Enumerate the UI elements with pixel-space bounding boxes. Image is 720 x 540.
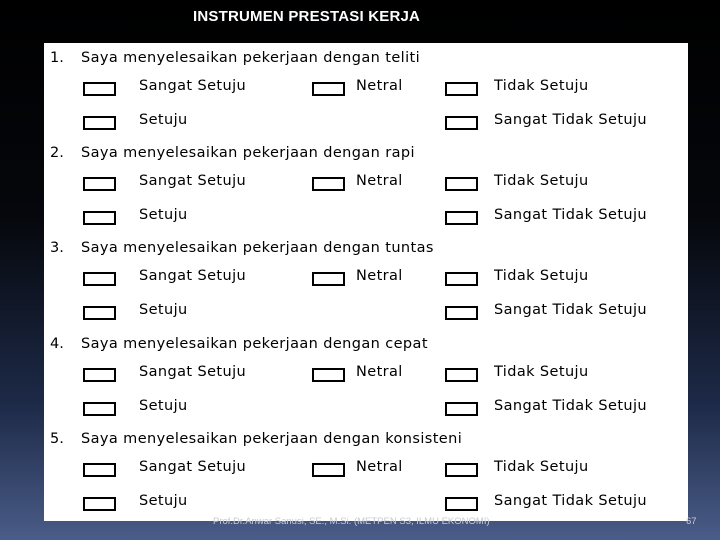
option-label-netral: Netral — [356, 459, 403, 475]
checkbox-netral[interactable] — [312, 82, 345, 96]
checkbox-tidak-setuju[interactable] — [445, 272, 478, 286]
question-text: Saya menyelesaikan pekerjaan dengan rapi — [81, 145, 415, 161]
option-label-netral: Netral — [356, 268, 403, 284]
checkbox-sangat-setuju[interactable] — [83, 368, 116, 382]
option-label-tidak-setuju: Tidak Setuju — [494, 173, 589, 189]
option-label-netral: Netral — [356, 364, 403, 380]
question-5 — [44, 424, 688, 520]
checkbox-sangat-tidak-setuju[interactable] — [445, 402, 478, 416]
option-label-setuju: Setuju — [139, 398, 188, 414]
checkbox-netral[interactable] — [312, 463, 345, 477]
checkbox-sangat-setuju[interactable] — [83, 463, 116, 477]
checkbox-setuju[interactable] — [83, 497, 116, 511]
option-label-sangat-tidak-setuju: Sangat Tidak Setuju — [494, 302, 648, 318]
checkbox-setuju[interactable] — [83, 211, 116, 225]
question-3 — [44, 233, 688, 329]
checkbox-tidak-setuju[interactable] — [445, 177, 478, 191]
checkbox-sangat-setuju[interactable] — [83, 177, 116, 191]
option-label-sangat-setuju: Sangat Setuju — [139, 173, 247, 189]
question-text: Saya menyelesaikan pekerjaan dengan cepat — [81, 336, 428, 352]
option-label-sangat-tidak-setuju: Sangat Tidak Setuju — [494, 207, 648, 223]
option-label-tidak-setuju: Tidak Setuju — [494, 78, 589, 94]
option-label-tidak-setuju: Tidak Setuju — [494, 364, 589, 380]
checkbox-sangat-setuju[interactable] — [83, 272, 116, 286]
checkbox-tidak-setuju[interactable] — [445, 368, 478, 382]
checkbox-setuju[interactable] — [83, 306, 116, 320]
question-text: Saya menyelesaikan pekerjaan dengan konsisteni — [81, 431, 463, 447]
checkbox-sangat-tidak-setuju[interactable] — [445, 211, 478, 225]
checkbox-netral[interactable] — [312, 368, 345, 382]
question-2 — [44, 138, 688, 234]
question-4 — [44, 329, 688, 425]
checkbox-netral[interactable] — [312, 177, 345, 191]
slide-title: INSTRUMEN PRESTASI KERJA — [193, 8, 421, 25]
checkbox-setuju[interactable] — [83, 116, 116, 130]
option-label-sangat-setuju: Sangat Setuju — [139, 78, 247, 94]
question-number: 2. — [50, 145, 64, 161]
checkbox-sangat-setuju[interactable] — [83, 82, 116, 96]
questionnaire-sheet — [44, 43, 688, 521]
checkbox-sangat-tidak-setuju[interactable] — [445, 306, 478, 320]
question-number: 1. — [50, 50, 64, 66]
option-label-setuju: Setuju — [139, 493, 188, 509]
checkbox-sangat-tidak-setuju[interactable] — [445, 497, 478, 511]
question-1 — [44, 43, 688, 139]
question-number: 4. — [50, 336, 64, 352]
checkbox-setuju[interactable] — [83, 402, 116, 416]
page-number: 67 — [686, 516, 697, 527]
option-label-tidak-setuju: Tidak Setuju — [494, 268, 589, 284]
question-text: Saya menyelesaikan pekerjaan dengan teliti — [81, 50, 421, 66]
option-label-sangat-tidak-setuju: Sangat Tidak Setuju — [494, 493, 648, 509]
option-label-sangat-setuju: Sangat Setuju — [139, 459, 247, 475]
checkbox-netral[interactable] — [312, 272, 345, 286]
checkbox-tidak-setuju[interactable] — [445, 463, 478, 477]
option-label-netral: Netral — [356, 173, 403, 189]
footer-credit: Prof.Dr.Anwar Sanusi, SE., M.Si. (METPEN S3, ILMU EKONOMI) — [213, 516, 490, 527]
option-label-setuju: Setuju — [139, 207, 188, 223]
option-label-setuju: Setuju — [139, 112, 188, 128]
option-label-tidak-setuju: Tidak Setuju — [494, 459, 589, 475]
option-label-sangat-setuju: Sangat Setuju — [139, 364, 247, 380]
option-label-sangat-setuju: Sangat Setuju — [139, 268, 247, 284]
checkbox-sangat-tidak-setuju[interactable] — [445, 116, 478, 130]
option-label-netral: Netral — [356, 78, 403, 94]
checkbox-tidak-setuju[interactable] — [445, 82, 478, 96]
question-number: 5. — [50, 431, 64, 447]
option-label-sangat-tidak-setuju: Sangat Tidak Setuju — [494, 112, 648, 128]
question-number: 3. — [50, 240, 64, 256]
question-text: Saya menyelesaikan pekerjaan dengan tuntas — [81, 240, 434, 256]
option-label-sangat-tidak-setuju: Sangat Tidak Setuju — [494, 398, 648, 414]
option-label-setuju: Setuju — [139, 302, 188, 318]
